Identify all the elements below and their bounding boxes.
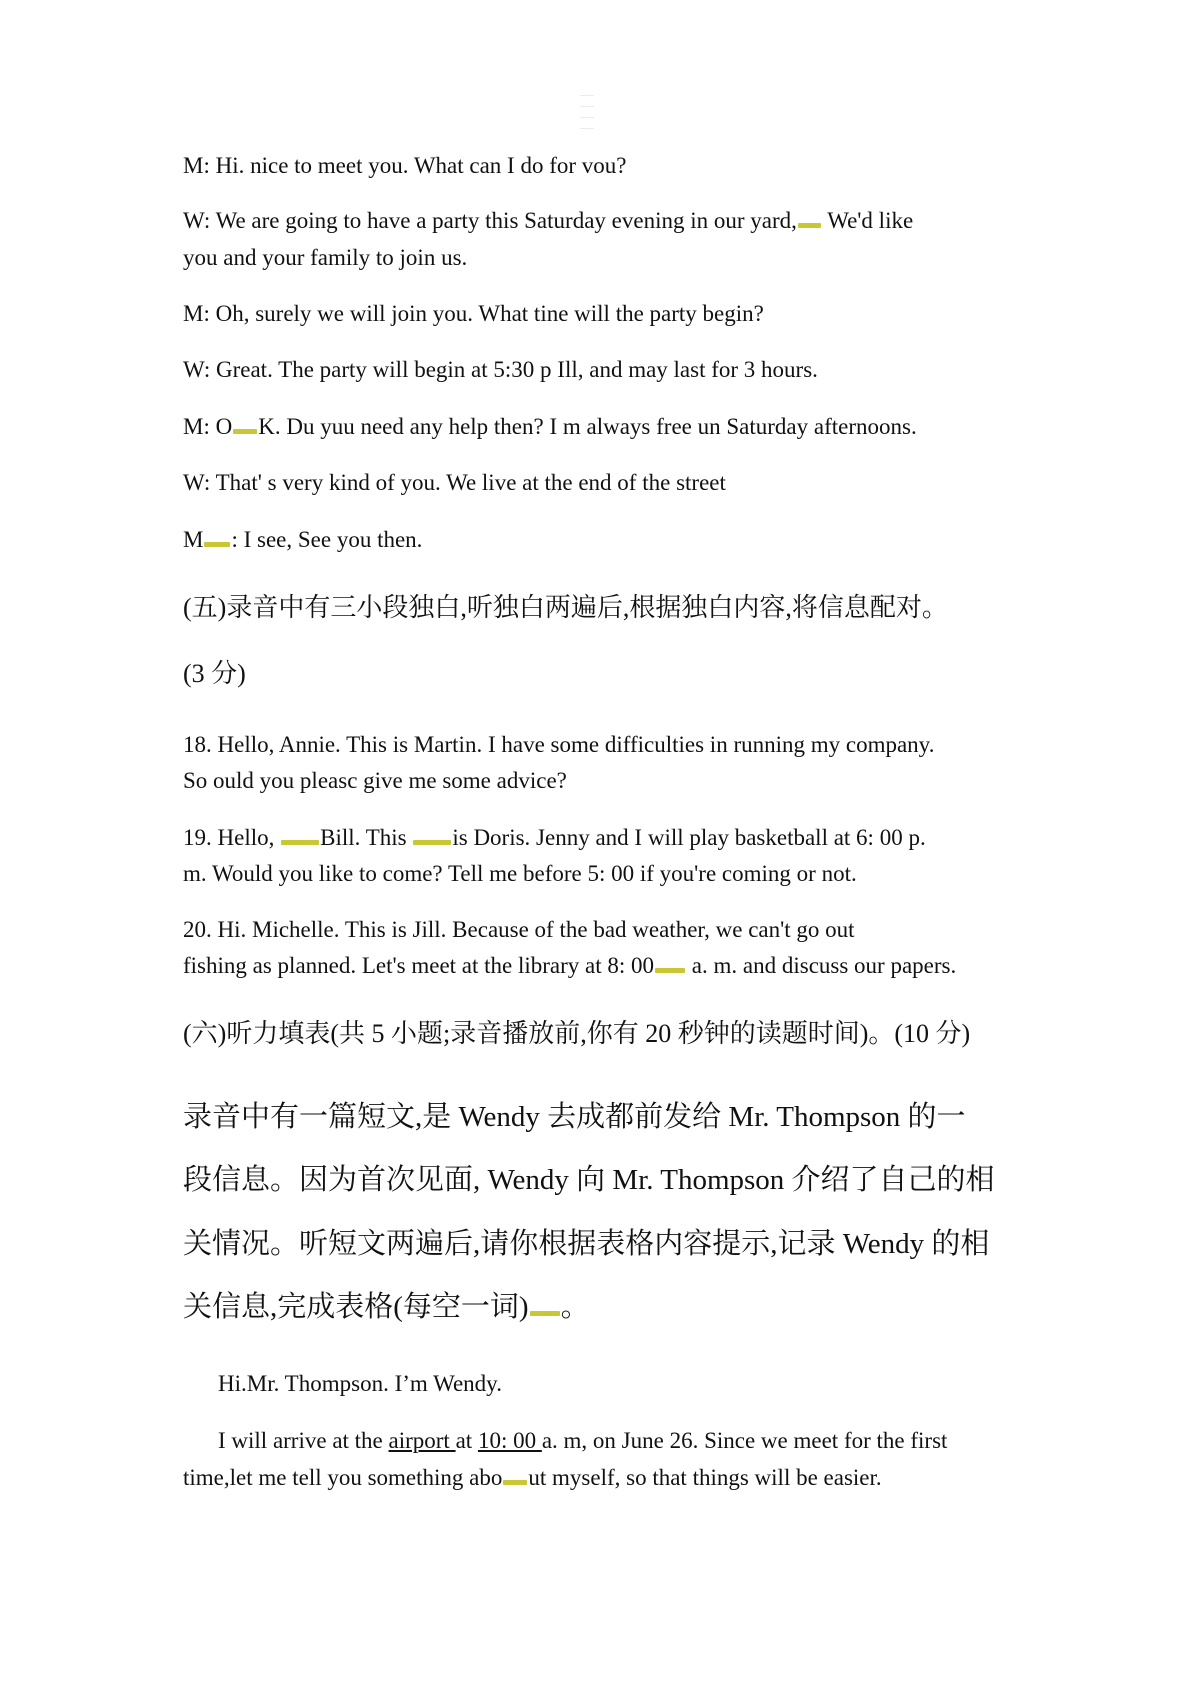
desc-text: 。 — [560, 1291, 590, 1323]
dialogue-text: Great. The party will begin at 5:30 p Ill, and may last for 3 hours. — [216, 357, 818, 382]
passage-line — [218, 1423, 947, 1459]
dialogue-text: Oh, surely we will join you. What tine will the party begin? — [215, 301, 764, 326]
dialogue-line: W: We are going to have a party this Saturday evening in our yard, We'd like — [183, 208, 914, 233]
item-18: 18. Hello, Annie. This is Martin. I have some difficulties in running my company. — [183, 732, 935, 757]
speaker-label: W — [183, 357, 204, 382]
section-desc-line: 关情况。听短文两遍后,请你根据表格内容提示,记录 Wendy 的相 — [183, 1228, 990, 1260]
passage-line — [183, 1460, 882, 1496]
highlight-mark — [530, 1311, 560, 1316]
section-heading: (五)录音中有三小段独白,听独白两遍后,根据独白内容,将信息配对。 — [183, 593, 948, 622]
dialogue-text: O — [215, 414, 233, 439]
passage-text: a. m, on June 26. Since we meet for the first — [541, 1428, 948, 1453]
dialogue-text: you and your family to join us. — [183, 245, 468, 270]
watermark-line: —— — [580, 113, 594, 121]
section-points: (3 分) — [183, 659, 246, 688]
highlight-mark — [413, 840, 451, 845]
speaker-label: M — [183, 301, 204, 326]
section-desc-line — [183, 1289, 590, 1325]
underlined-time: 10: 00 — [477, 1428, 542, 1453]
underlined-word: airport — [388, 1428, 456, 1453]
watermark-line: —— — [580, 102, 594, 110]
passage-text: time,let me tell you something abo — [183, 1465, 503, 1490]
section-heading: (六)听力填表(共 5 小题;录音播放前,你有 20 秒钟的读题时间)。(10 分) — [183, 1019, 971, 1048]
dialogue-text: That' s very kind of you. We live at the end of the street — [215, 470, 726, 495]
item-20: 20. Hi. Michelle. This is Jill. Because of the bad weather, we can't go out — [183, 917, 855, 942]
dialogue-line — [183, 240, 467, 276]
speaker-label: M — [183, 153, 204, 178]
item-19 — [183, 820, 926, 856]
speaker-label: W — [183, 208, 204, 233]
dialogue-text: We are going to have a party this Saturday evening in our yard, — [215, 208, 797, 233]
watermark-line: —— — [580, 124, 594, 132]
highlight-mark — [204, 542, 230, 547]
section-desc-line: 录音中有一篇短文,是 Wendy 去成都前发给 Mr. Thompson 的一 — [183, 1101, 966, 1133]
dialogue-line: W: That' s very kind of you. We live at the end of the street — [183, 470, 726, 495]
section-desc-line: 段信息。因为首次见面, Wendy 向 Mr. Thompson 介绍了自己的相 — [183, 1164, 995, 1196]
passage-greeting: Hi.Mr. Thompson. I’m Wendy. — [218, 1371, 502, 1396]
item-text: Bill. This — [320, 825, 413, 850]
item-text: a. m. and discuss our papers. — [686, 953, 957, 978]
item-18-cont: So ould you pleasc give me some advice? — [183, 768, 567, 793]
highlight-mark — [798, 223, 821, 228]
item-19-cont: m. Would you like to come? Tell me before 5: 00 if you're coming or not. — [183, 861, 857, 886]
highlight-mark — [233, 429, 257, 434]
highlight-mark — [503, 1480, 527, 1485]
item-text: fishing as planned. Let's meet at the library at 8: 00 — [183, 953, 655, 978]
watermark-line: —— — [580, 91, 594, 99]
dialogue-line: M: Hi. nice to meet you. What can I do for vou? — [183, 153, 627, 178]
speaker-label: M — [183, 414, 204, 439]
speaker-label: W — [183, 470, 204, 495]
dialogue-text: We'd like — [821, 208, 914, 233]
highlight-mark — [281, 840, 319, 845]
dialogue-text: : I see, See you then. — [231, 527, 423, 552]
dialogue-text: K. Du yuu need any help then? I m always free un Saturday afternoons. — [258, 414, 917, 439]
dialogue-text: Hi. nice to meet you. What can I do for vou? — [215, 153, 627, 178]
item-text: 19. Hello, — [183, 825, 281, 850]
passage-text: at — [455, 1428, 478, 1453]
watermark-stamp — [580, 90, 624, 144]
dialogue-line: M: Oh, surely we will join you. What tine will the party begin? — [183, 301, 764, 326]
item-text: is Doris. Jenny and I will play basketball at 6: 00 p. — [452, 825, 926, 850]
dialogue-line: M: O K. Du yuu need any help then? I m always free un Saturday afternoons. — [183, 414, 917, 439]
highlight-mark — [655, 968, 685, 973]
item-20-cont — [183, 948, 956, 984]
passage-text: ut myself, so that things will be easier. — [528, 1465, 882, 1490]
dialogue-line: W: Great. The party will begin at 5:30 p Ill, and may last for 3 hours. — [183, 357, 818, 382]
dialogue-line — [183, 522, 422, 558]
speaker-label: M — [183, 527, 204, 552]
passage-text: I will arrive at the — [218, 1428, 389, 1453]
desc-text: 关信息,完成表格(每空一词) — [183, 1291, 529, 1323]
